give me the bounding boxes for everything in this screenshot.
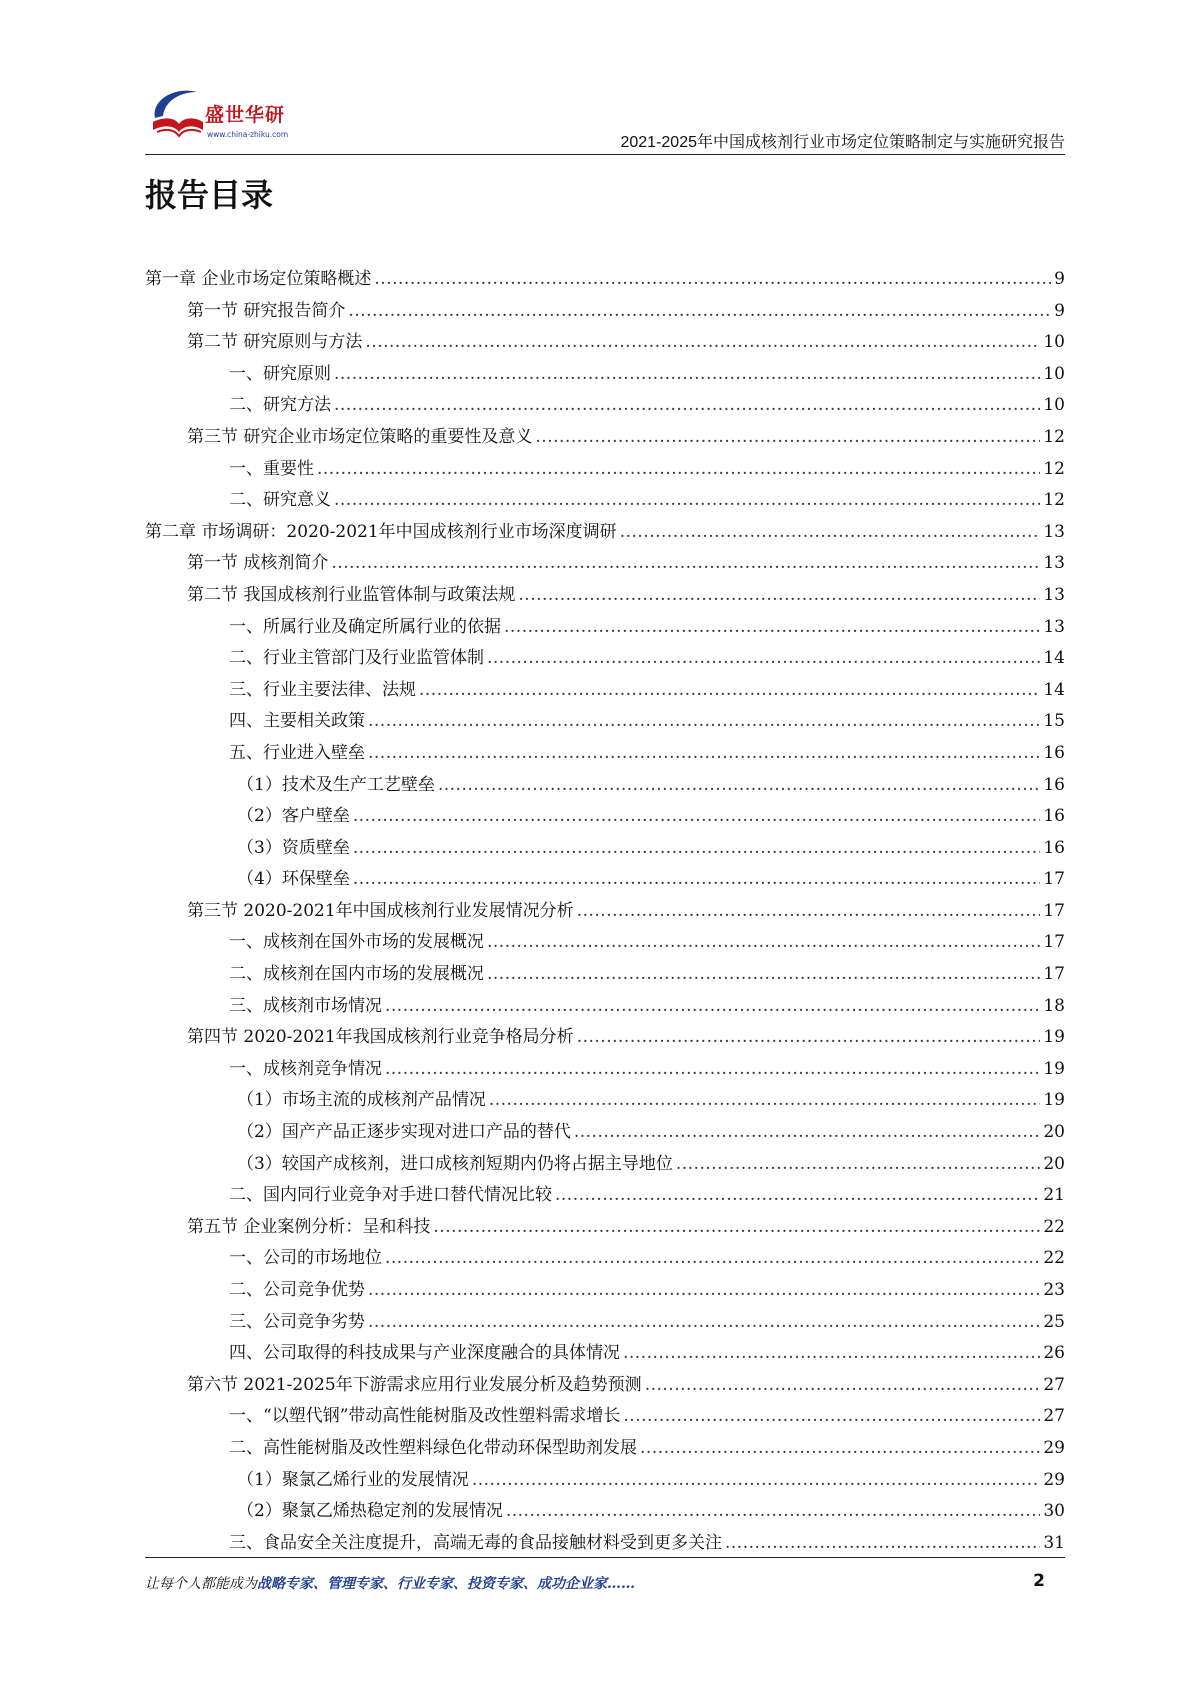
toc-entry[interactable] — [145, 1117, 1065, 1149]
toc-dot-leader — [574, 1122, 1041, 1142]
toc-entry-page: 16 — [1043, 806, 1065, 827]
footer-slogan — [145, 1573, 635, 1593]
toc-entry-page: 13 — [1043, 584, 1065, 605]
toc-entry[interactable] — [145, 548, 1065, 580]
toc-dot-leader — [506, 1501, 1041, 1521]
page-header — [145, 82, 1065, 156]
toc-entry-title: 一、“以塑代钢”带动高性能树脂及改性塑料需求增长 — [229, 1406, 621, 1427]
toc-entry[interactable] — [145, 1085, 1065, 1117]
toc-entry[interactable] — [145, 296, 1065, 328]
toc-entry-page: 10 — [1043, 363, 1065, 384]
toc-entry-title: 一、公司的市场地位 — [229, 1248, 382, 1269]
toc-entry-page: 23 — [1043, 1280, 1065, 1300]
toc-entry[interactable] — [145, 770, 1065, 802]
toc-dot-leader — [385, 1059, 1040, 1079]
toc-entry[interactable] — [145, 454, 1065, 486]
toc-entry[interactable] — [145, 833, 1065, 865]
footer-divider — [145, 1557, 1065, 1558]
toc-entry-page: 9 — [1054, 300, 1065, 321]
toc-entry-title: 二、成核剂在国内市场的发展概况 — [229, 964, 484, 985]
toc-entry-title: 第一章 企业市场定位策略概述 — [145, 269, 372, 289]
toc-entry-page: 22 — [1043, 1216, 1065, 1237]
toc-dot-leader — [577, 1027, 1041, 1047]
toc-dot-leader — [518, 585, 1040, 605]
toc-entry-title: 第一节 成核剂简介 — [187, 553, 329, 574]
toc-entry-page: 9 — [1054, 269, 1065, 289]
toc-entry-title: （3）资质壁垒 — [237, 837, 350, 858]
toc-entry-title: （1）市场主流的成核剂产品情况 — [237, 1090, 486, 1111]
toc-entry-title: 二、公司竞争优势 — [229, 1280, 365, 1300]
toc-entry-page: 14 — [1043, 648, 1065, 669]
toc-entry-page: 16 — [1043, 742, 1065, 763]
toc-dot-leader — [365, 332, 1040, 352]
toc-dot-leader — [535, 427, 1040, 447]
toc-entry-page: 25 — [1043, 1311, 1065, 1332]
toc-entry-title: （2）国产产品正逐步实现对进口产品的替代 — [237, 1122, 571, 1143]
toc-dot-leader — [368, 743, 1040, 763]
book-swoosh-logo-icon — [145, 82, 207, 144]
toc-entry-page: 17 — [1043, 964, 1065, 985]
toc-dot-leader — [472, 1470, 1041, 1490]
toc-entry-title: 一、重要性 — [229, 458, 314, 479]
slogan-prefix: 让每个人都能成为 — [145, 1576, 257, 1592]
toc-entry-title: 第二章 市场调研：2020-2021年中国成核剂行业市场深度调研 — [145, 521, 617, 542]
toc-entry-title: 三、成核剂市场情况 — [229, 995, 382, 1016]
toc-entry-title: 二、行业主管部门及行业监管体制 — [229, 648, 484, 669]
toc-entry-page: 27 — [1043, 1374, 1065, 1395]
toc-dot-leader — [348, 301, 1051, 321]
toc-dot-leader — [317, 459, 1040, 479]
toc-entry-page: 30 — [1043, 1501, 1065, 1522]
toc-dot-leader — [504, 617, 1040, 637]
toc-dot-leader — [577, 901, 1041, 921]
toc-entry-page: 13 — [1043, 616, 1065, 637]
toc-entry-page: 20 — [1043, 1122, 1065, 1143]
toc-dot-leader — [623, 1406, 1040, 1426]
toc-entry-page: 27 — [1043, 1406, 1065, 1427]
toc-dot-leader — [433, 1217, 1040, 1237]
toc-entry[interactable] — [145, 738, 1065, 770]
toc-entry[interactable] — [145, 1307, 1065, 1339]
logo-name: 盛世华研 — [205, 104, 286, 126]
toc-entry-page: 19 — [1043, 1027, 1065, 1048]
toc-entry-page: 17 — [1043, 900, 1065, 921]
toc-entry-page: 10 — [1043, 332, 1065, 353]
toc-dot-leader — [334, 364, 1040, 384]
toc-entry[interactable] — [145, 264, 1065, 296]
page-footer — [145, 1557, 1065, 1597]
toc-entry-title: （1）聚氯乙烯行业的发展情况 — [237, 1469, 469, 1490]
toc-entry-page: 31 — [1043, 1532, 1065, 1553]
toc-entry[interactable] — [145, 1370, 1065, 1402]
toc-entry[interactable] — [145, 706, 1065, 738]
toc-entry-title: 一、成核剂竞争情况 — [229, 1058, 382, 1079]
toc-dot-leader — [620, 522, 1041, 542]
toc-entry-page: 22 — [1043, 1248, 1065, 1269]
toc-dot-leader — [419, 680, 1040, 700]
toc-entry-title: 第三节 研究企业市场定位策略的重要性及意义 — [187, 426, 533, 447]
toc-entry[interactable] — [145, 1401, 1065, 1433]
toc-dot-leader — [725, 1533, 1040, 1553]
toc-dot-leader — [623, 1343, 1040, 1363]
toc-entry[interactable] — [145, 1212, 1065, 1244]
page-number: 2 — [1033, 1571, 1045, 1591]
toc-dot-leader — [489, 1090, 1041, 1110]
toc-entry-page: 19 — [1043, 1090, 1065, 1111]
toc-entry[interactable] — [145, 864, 1065, 896]
toc-entry-page: 26 — [1043, 1343, 1065, 1364]
toc-entry[interactable] — [145, 359, 1065, 391]
toc-entry-title: 五、行业进入壁垒 — [229, 742, 365, 763]
toc-dot-leader — [334, 395, 1040, 415]
toc-entry[interactable] — [145, 991, 1065, 1023]
toc-entry[interactable] — [145, 390, 1065, 422]
toc-entry-page: 19 — [1043, 1058, 1065, 1079]
toc-entry-page: 10 — [1043, 395, 1065, 416]
toc-entry[interactable] — [145, 517, 1065, 549]
toc-entry-page: 16 — [1043, 774, 1065, 795]
toc-entry-title: 第一节 研究报告简介 — [187, 300, 346, 321]
toc-entry-title: （3）较国产成核剂，进口成核剂短期内仍将占据主导地位 — [237, 1153, 673, 1174]
toc-entry-title: 第四节 2020-2021年我国成核剂行业竞争格局分析 — [187, 1027, 574, 1048]
toc-dot-leader — [676, 1154, 1041, 1174]
toc-entry-page: 15 — [1043, 711, 1065, 732]
toc-entry-title: （2）客户壁垒 — [237, 806, 350, 827]
toc-entry-page: 13 — [1043, 521, 1065, 542]
toc-entry-title: 三、行业主要法律、法规 — [229, 679, 416, 700]
toc-dot-leader — [438, 775, 1041, 795]
toc-entry-title: 二、研究方法 — [229, 395, 331, 416]
toc-entry[interactable] — [145, 1433, 1065, 1465]
toc-dot-leader — [374, 269, 1051, 289]
toc-entry[interactable] — [145, 485, 1065, 517]
toc-entry-title: 第六节 2021-2025年下游需求应用行业发展分析及趋势预测 — [187, 1374, 642, 1395]
toc-entry-title: 三、食品安全关注度提升，高端无毒的食品接触材料受到更多关注 — [229, 1532, 722, 1553]
toc-entry-title: 一、所属行业及确定所属行业的依据 — [229, 616, 501, 637]
report-title: 2021-2025年中国成核剂行业市场定位策略制定与实施研究报告 — [620, 134, 1065, 151]
toc-entry-title: 第五节 企业案例分析：呈和科技 — [187, 1216, 431, 1237]
slogan-highlight: 战略专家、管理专家、行业专家、投资专家、成功企业家…… — [257, 1576, 635, 1592]
toc-entry[interactable] — [145, 643, 1065, 675]
toc-entry[interactable] — [145, 1243, 1065, 1275]
toc-dot-leader — [385, 996, 1040, 1016]
toc-entry-title: 一、研究原则 — [229, 363, 331, 384]
toc-dot-leader — [645, 1375, 1041, 1395]
toc-entry-page: 18 — [1043, 995, 1065, 1016]
toc-entry[interactable] — [145, 1465, 1065, 1497]
toc-entry-title: 四、公司取得的科技成果与产业深度融合的具体情况 — [229, 1343, 620, 1364]
company-logo — [145, 82, 335, 150]
toc-entry[interactable] — [145, 1149, 1065, 1181]
toc-entry[interactable] — [145, 896, 1065, 928]
toc-entry-page: 17 — [1043, 869, 1065, 890]
toc-dot-leader — [353, 838, 1041, 858]
toc-entry-title: 第二节 研究原则与方法 — [187, 332, 363, 353]
toc-entry[interactable] — [145, 422, 1065, 454]
toc-dot-leader — [368, 711, 1040, 731]
toc-entry-title: 二、高性能树脂及改性塑料绿色化带动环保型助剂发展 — [229, 1437, 637, 1458]
toc-entry-page: 13 — [1043, 553, 1065, 574]
toc-entry-page: 17 — [1043, 932, 1065, 953]
toc-entry-page: 21 — [1043, 1185, 1065, 1206]
toc-entry[interactable] — [145, 1180, 1065, 1212]
toc-dot-leader — [640, 1438, 1040, 1458]
toc-entry[interactable] — [145, 1528, 1065, 1560]
toc-entry-title: 二、国内同行业竞争对手进口替代情况比较 — [229, 1185, 552, 1206]
table-of-contents — [145, 264, 1065, 1559]
toc-entry[interactable] — [145, 927, 1065, 959]
toc-entry[interactable] — [145, 1496, 1065, 1528]
toc-entry-page: 12 — [1043, 458, 1065, 479]
toc-dot-leader — [353, 806, 1041, 826]
logo-url: www.china-zhiku.com — [207, 130, 289, 139]
toc-entry-page: 14 — [1043, 679, 1065, 700]
toc-entry-title: 四、主要相关政策 — [229, 711, 365, 732]
toc-entry-title: （1）技术及生产工艺壁垒 — [237, 774, 435, 795]
page-title: 报告目录 — [145, 176, 274, 214]
toc-entry-page: 16 — [1043, 837, 1065, 858]
toc-entry-title: 第三节 2020-2021年中国成核剂行业发展情况分析 — [187, 900, 574, 921]
toc-entry[interactable] — [145, 1275, 1065, 1307]
toc-entry[interactable] — [145, 675, 1065, 707]
toc-dot-leader — [368, 1280, 1040, 1300]
toc-entry-page: 12 — [1043, 426, 1065, 447]
toc-dot-leader — [353, 869, 1041, 889]
toc-entry-title: 一、成核剂在国外市场的发展概况 — [229, 932, 484, 953]
toc-entry-title: 三、公司竞争劣势 — [229, 1311, 365, 1332]
toc-entry[interactable] — [145, 327, 1065, 359]
toc-entry[interactable] — [145, 1022, 1065, 1054]
toc-dot-leader — [487, 648, 1040, 668]
toc-entry[interactable] — [145, 801, 1065, 833]
toc-entry-page: 29 — [1043, 1469, 1065, 1490]
toc-entry[interactable] — [145, 1054, 1065, 1086]
toc-entry-title: 二、研究意义 — [229, 490, 331, 511]
toc-entry-page: 20 — [1043, 1153, 1065, 1174]
toc-entry-title: 第二节 我国成核剂行业监管体制与政策法规 — [187, 584, 516, 605]
toc-entry-title: （4）环保壁垒 — [237, 869, 350, 890]
toc-dot-leader — [331, 553, 1040, 573]
toc-dot-leader — [487, 932, 1040, 952]
toc-entry-page: 29 — [1043, 1437, 1065, 1458]
toc-dot-leader — [334, 490, 1040, 510]
toc-dot-leader — [487, 964, 1040, 984]
toc-entry[interactable] — [145, 612, 1065, 644]
toc-entry[interactable] — [145, 580, 1065, 612]
header-divider — [145, 154, 1065, 155]
toc-dot-leader — [368, 1312, 1040, 1332]
toc-entry-title: （2）聚氯乙烯热稳定剂的发展情况 — [237, 1501, 503, 1522]
toc-entry-page: 12 — [1043, 490, 1065, 511]
toc-dot-leader — [555, 1185, 1040, 1205]
toc-entry[interactable] — [145, 1338, 1065, 1370]
toc-entry[interactable] — [145, 959, 1065, 991]
toc-dot-leader — [385, 1248, 1040, 1268]
